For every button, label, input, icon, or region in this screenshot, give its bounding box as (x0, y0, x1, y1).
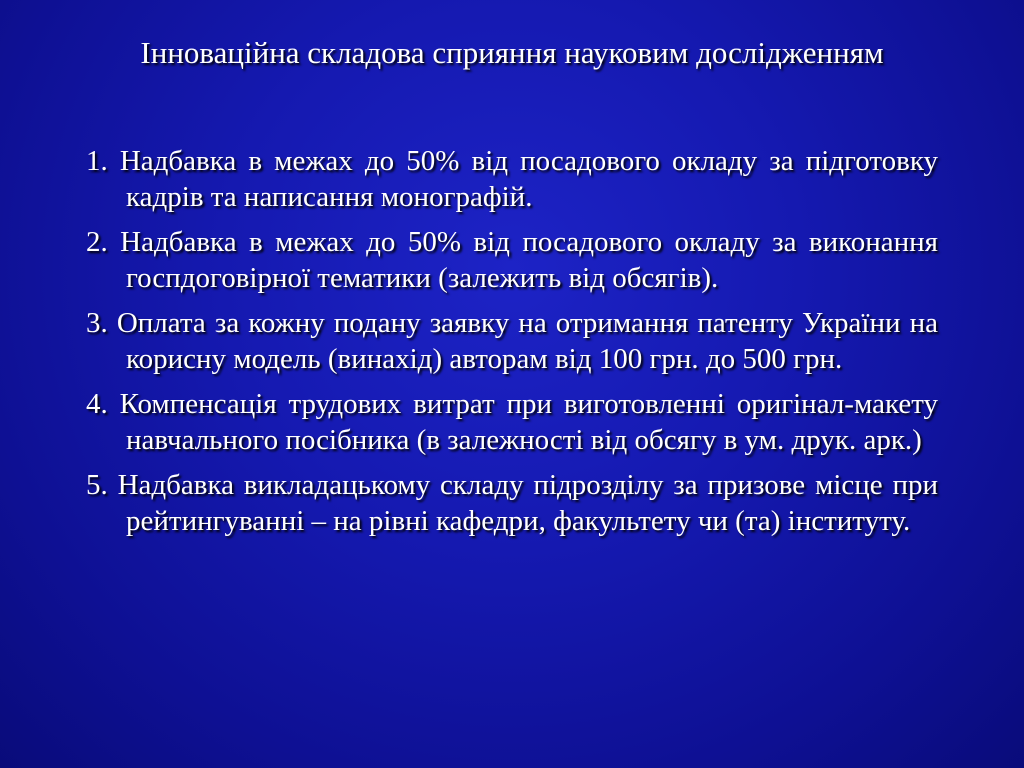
list-item (86, 305, 938, 377)
item-number: 3. (86, 307, 108, 339)
list-item (86, 467, 938, 539)
item-text: Компенсація трудових витрат при виготовленні оригінал-макету навчального посібника (в залежності від обсягу в ум. друк. арк.) (119, 388, 939, 456)
item-number: 1. (86, 145, 108, 177)
list-item (86, 386, 938, 458)
item-number: 2. (86, 226, 108, 258)
slide-title: Інноваційна складова сприяння науковим дослідженням (140, 35, 884, 70)
list-item (86, 224, 938, 296)
item-text: Оплата за кожну подану заявку на отримання патенту України на корисну модель (винахід) авторам від 100 грн. до 500 грн. (116, 307, 938, 375)
item-list (86, 143, 938, 548)
item-number: 5. (86, 469, 108, 501)
item-text: Надбавка в межах до 50% від посадового окладу за підготовку кадрів та написання монографій. (119, 145, 938, 213)
list-item (86, 143, 938, 215)
item-text: Надбавка в межах до 50% від посадового окладу за виконання госпдоговірної тематики (залежить від обсягів). (120, 226, 938, 294)
item-text: Надбавка викладацькому складу підрозділу за призове місце при рейтингуванні – на рівні кафедри, факультету чи (та) інституту. (117, 469, 938, 537)
item-number: 4. (86, 388, 108, 420)
